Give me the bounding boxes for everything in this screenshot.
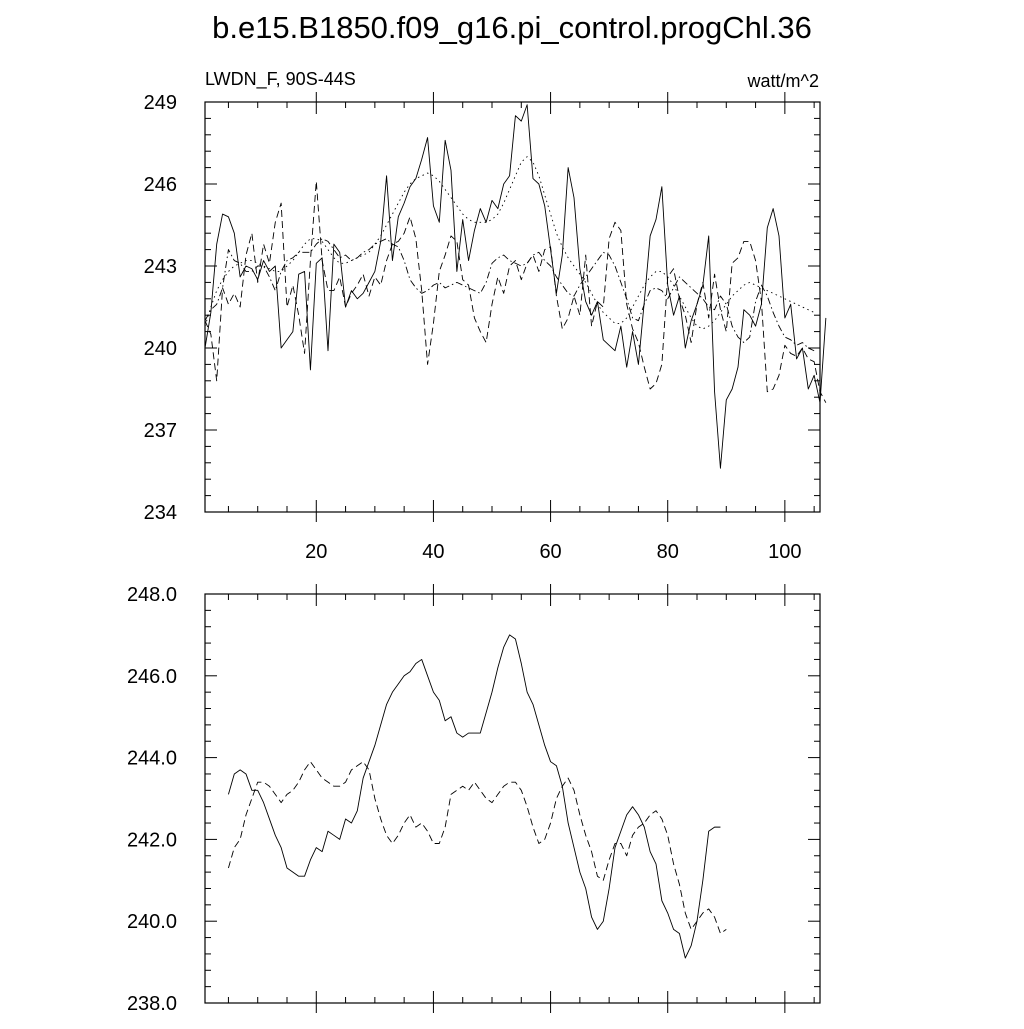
y-tick-label: 248.0 xyxy=(126,584,177,606)
x-tick-label: 80 xyxy=(656,541,679,563)
panel-1-subtitle-right: watt/m^2 xyxy=(747,71,819,91)
x-tick-label: 40 xyxy=(422,541,445,563)
plot-frame xyxy=(205,594,820,1003)
y-tick-label: 237 xyxy=(143,420,177,442)
plot-frame xyxy=(205,102,820,512)
series-line-dashed xyxy=(228,762,726,934)
figure-title: b.e15.B1850.f09_g16.pi_control.progChl.36 xyxy=(212,10,812,45)
y-tick-label: 246 xyxy=(143,174,177,196)
y-tick-label: 240.0 xyxy=(126,911,177,934)
x-tick-label: 20 xyxy=(305,541,328,563)
x-tick-label: 100 xyxy=(768,541,802,563)
x-tick-label: 60 xyxy=(539,541,562,563)
y-tick-label: 246.0 xyxy=(126,665,177,688)
y-tick-label: 242.0 xyxy=(126,829,177,852)
y-tick-label: 240 xyxy=(143,338,177,360)
series-line-solid xyxy=(228,635,720,958)
series-line-dashed xyxy=(205,181,826,402)
panel-2 xyxy=(127,584,820,1015)
y-tick-label: 234 xyxy=(143,502,177,524)
panel-1-subtitle-left: LWDN_F, 90S-44S xyxy=(205,69,356,89)
series-line-solid xyxy=(205,105,826,469)
y-tick-label: 249 xyxy=(143,92,177,114)
y-tick-label: 244.0 xyxy=(126,747,177,770)
panel-1 xyxy=(144,92,826,563)
y-tick-label: 243 xyxy=(143,256,177,278)
y-tick-label: 238.0 xyxy=(126,993,177,1015)
